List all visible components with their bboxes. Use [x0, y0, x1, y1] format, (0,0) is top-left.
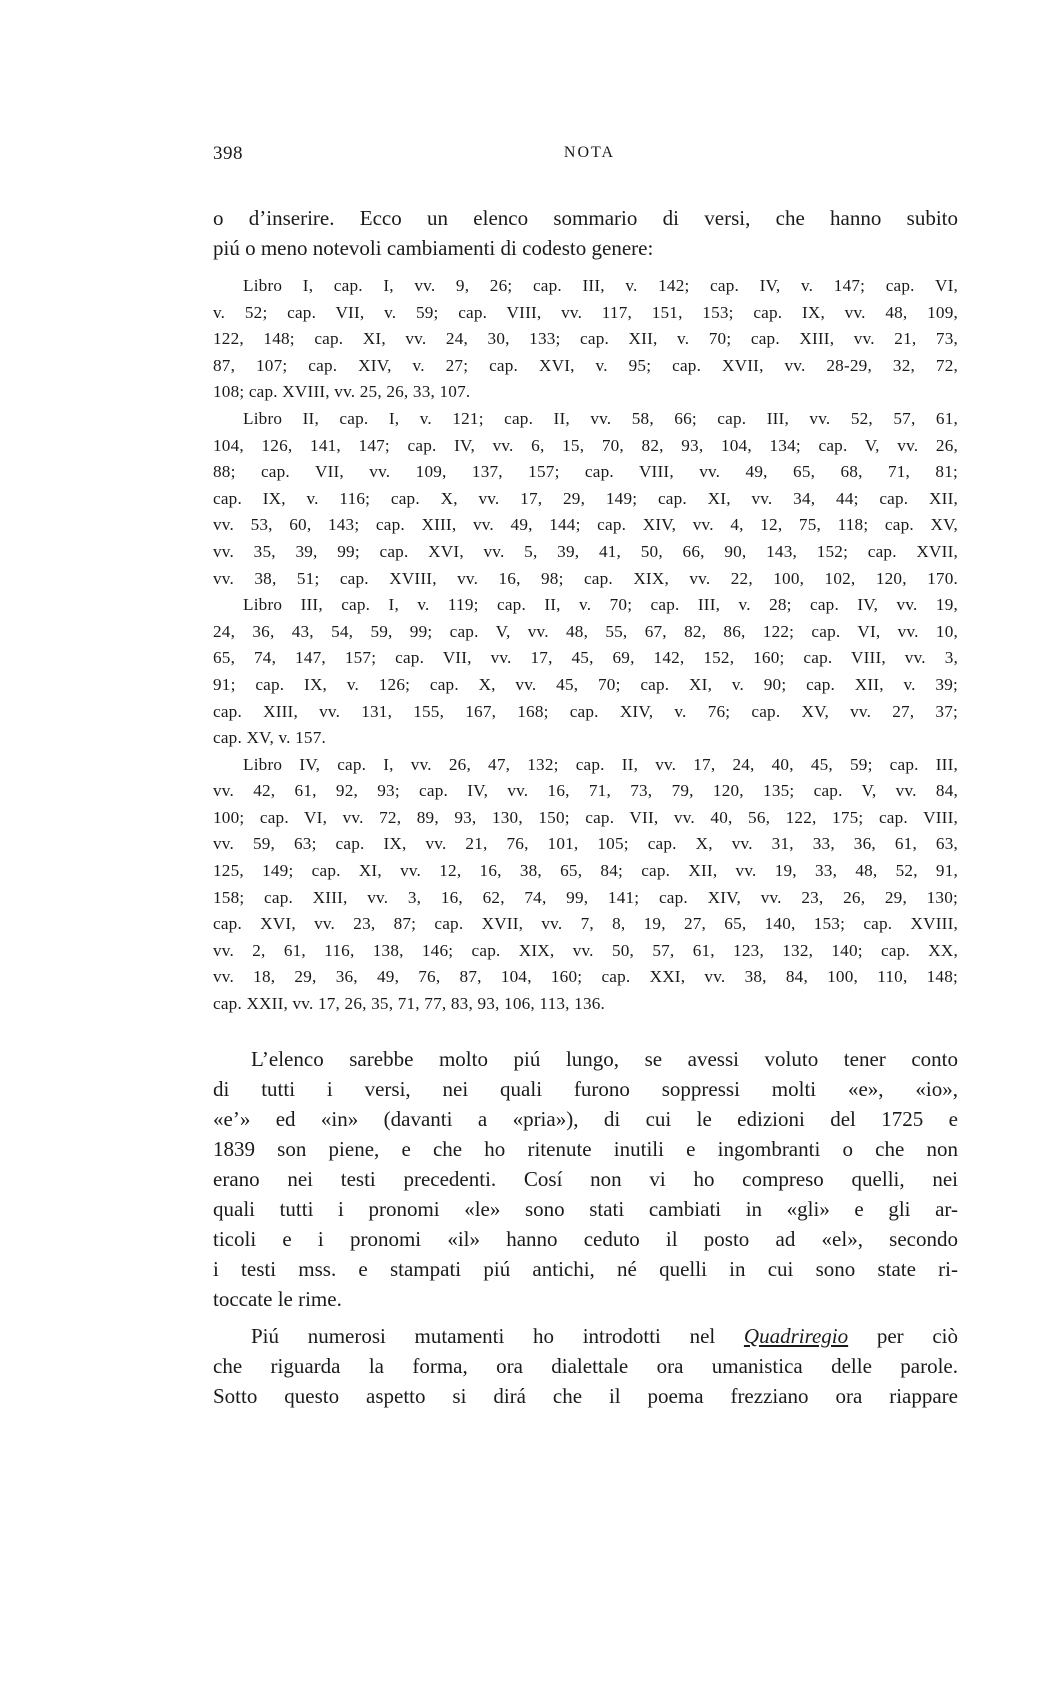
text-line: o d’inserire. Ecco un elenco sommario di versi, che hanno subito	[213, 206, 958, 230]
text-line: L’elenco sarebbe molto piú lungo, se avessi voluto tener conto	[251, 1047, 958, 1071]
work-title: Quadriregio	[743, 1324, 849, 1348]
list-line: 125, 149; cap. XI, vv. 12, 16, 38, 65, 84; cap. XII, vv. 19, 33, 48, 52, 91,	[213, 861, 958, 881]
list-line: 108; cap. XVIII, vv. 25, 26, 33, 107.	[213, 382, 471, 402]
list-line: vv. 2, 61, 116, 138, 146; cap. XIX, vv. 50, 57, 61, 123, 132, 140; cap. XX,	[213, 940, 958, 960]
list-line: cap. IX, v. 116; cap. X, vv. 17, 29, 149; cap. XI, vv. 34, 44; cap. XII,	[213, 488, 958, 508]
list-line: vv. 38, 51; cap. XVIII, vv. 16, 98; cap. XIX, vv. 22, 100, 102, 120, 170.	[213, 568, 958, 588]
list-line: vv. 42, 61, 92, 93; cap. IV, vv. 16, 71, 73, 79, 120, 135; cap. V, vv. 84,	[213, 781, 958, 801]
list-line: 65, 74, 147, 157; cap. VII, vv. 17, 45, 69, 142, 152, 160; cap. VIII, vv. 3,	[213, 648, 958, 668]
verse-change-list	[213, 273, 958, 1018]
list-line: vv. 53, 60, 143; cap. XIII, vv. 49, 144; cap. XIV, vv. 4, 12, 75, 118; cap. XV,	[213, 515, 958, 535]
list-line: vv. 35, 39, 99; cap. XVI, vv. 5, 39, 41, 50, 66, 90, 143, 152; cap. XVII,	[213, 541, 958, 561]
list-line: Libro II, cap. I, v. 121; cap. II, vv. 58, 66; cap. III, vv. 52, 57, 61,	[243, 408, 958, 428]
list-line: v. 52; cap. VII, v. 59; cap. VIII, vv. 117, 151, 153; cap. IX, vv. 48, 109,	[213, 302, 958, 322]
text-fragment: Piú numerosi mutamenti ho introdotti nel	[251, 1324, 744, 1348]
paragraph-mutamenti	[213, 1321, 958, 1411]
list-line: Libro I, cap. I, vv. 9, 26; cap. III, v. 142; cap. IV, v. 147; cap. VI,	[243, 276, 958, 295]
list-line: 104, 126, 141, 147; cap. IV, vv. 6, 15, 70, 82, 93, 104, 134; cap. V, vv. 26,	[213, 435, 958, 455]
text-line	[213, 1321, 958, 1351]
list-line: 158; cap. XIII, vv. 3, 16, 62, 74, 99, 141; cap. XIV, vv. 23, 26, 29, 130;	[213, 887, 958, 907]
list-line: 87, 107; cap. XIV, v. 27; cap. XVI, v. 95; cap. XVII, vv. 28-29, 32, 72,	[213, 355, 958, 375]
text-line: ticoli e i pronomi «il» hanno ceduto il posto ad «el», secondo	[213, 1227, 958, 1251]
list-line: Libro IV, cap. I, vv. 26, 47, 132; cap. II, vv. 17, 24, 40, 45, 59; cap. III,	[243, 754, 958, 774]
list-line: vv. 18, 29, 36, 49, 76, 87, 104, 160; cap. XXI, vv. 38, 84, 100, 110, 148;	[213, 967, 958, 987]
text-line: quali tutti i pronomi «le» sono stati cambiati in «gli» e gli ar-	[213, 1197, 958, 1221]
text-line: 1839 son piene, e che ho ritenute inutili e ingombranti o che non	[213, 1137, 958, 1161]
list-line: 91; cap. IX, v. 126; cap. X, vv. 45, 70; cap. XI, v. 90; cap. XII, v. 39;	[213, 674, 958, 694]
list-line: cap. XXII, vv. 17, 26, 35, 71, 77, 83, 93, 106, 113, 136.	[213, 994, 606, 1014]
list-line: 24, 36, 43, 54, 59, 99; cap. V, vv. 48, 55, 67, 82, 86, 122; cap. VI, vv. 10,	[213, 621, 958, 641]
text-line: «e’» ed «in» (davanti a «pria»), di cui le edizioni del 1725 e	[213, 1107, 958, 1131]
text-line: erano nei testi precedenti. Cosí non vi ho compreso quelli, nei	[213, 1167, 958, 1191]
page-header	[213, 143, 958, 171]
text-fragment: per ciò	[848, 1324, 958, 1348]
list-line: cap. XVI, vv. 23, 87; cap. XVII, vv. 7, 8, 19, 27, 65, 140, 153; cap. XVIII,	[213, 914, 958, 934]
list-line: cap. XV, v. 157.	[213, 728, 326, 748]
paragraph-elenco	[213, 1044, 958, 1314]
list-line: Libro III, cap. I, v. 119; cap. II, v. 70; cap. III, v. 28; cap. IV, vv. 19,	[243, 595, 958, 615]
list-line: 100; cap. VI, vv. 72, 89, 93, 130, 150; cap. VII, vv. 40, 56, 122, 175; cap. VIII,	[213, 807, 958, 827]
text-line: di tutti i versi, nei quali furono soppressi molti «e», «io»,	[213, 1077, 958, 1101]
list-line: 88; cap. VII, vv. 109, 137, 157; cap. VIII, vv. 49, 65, 68, 71, 81;	[213, 462, 958, 482]
running-head: NOTA	[563, 144, 616, 161]
text-line: i testi mss. e stampati piú antichi, né quelli in cui sono state ri-	[213, 1257, 958, 1281]
list-line: vv. 59, 63; cap. IX, vv. 21, 76, 101, 105; cap. X, vv. 31, 33, 36, 61, 63,	[213, 834, 958, 854]
list-line: 122, 148; cap. XI, vv. 24, 30, 133; cap. XII, v. 70; cap. XIII, vv. 21, 73,	[213, 329, 958, 349]
intro-paragraph	[213, 203, 958, 263]
text-line: piú o meno notevoli cambiamenti di codesto genere:	[213, 236, 654, 260]
list-line: cap. XIII, vv. 131, 155, 167, 168; cap. XIV, v. 76; cap. XV, vv. 27, 37;	[213, 701, 958, 721]
text-line: che riguarda la forma, ora dialettale ora umanistica delle parole.	[213, 1354, 958, 1378]
text-line: Sotto questo aspetto si dirá che il poema frezziano ora riappare	[213, 1384, 958, 1408]
page-number: 398	[213, 143, 243, 164]
text-line: toccate le rime.	[213, 1287, 342, 1311]
